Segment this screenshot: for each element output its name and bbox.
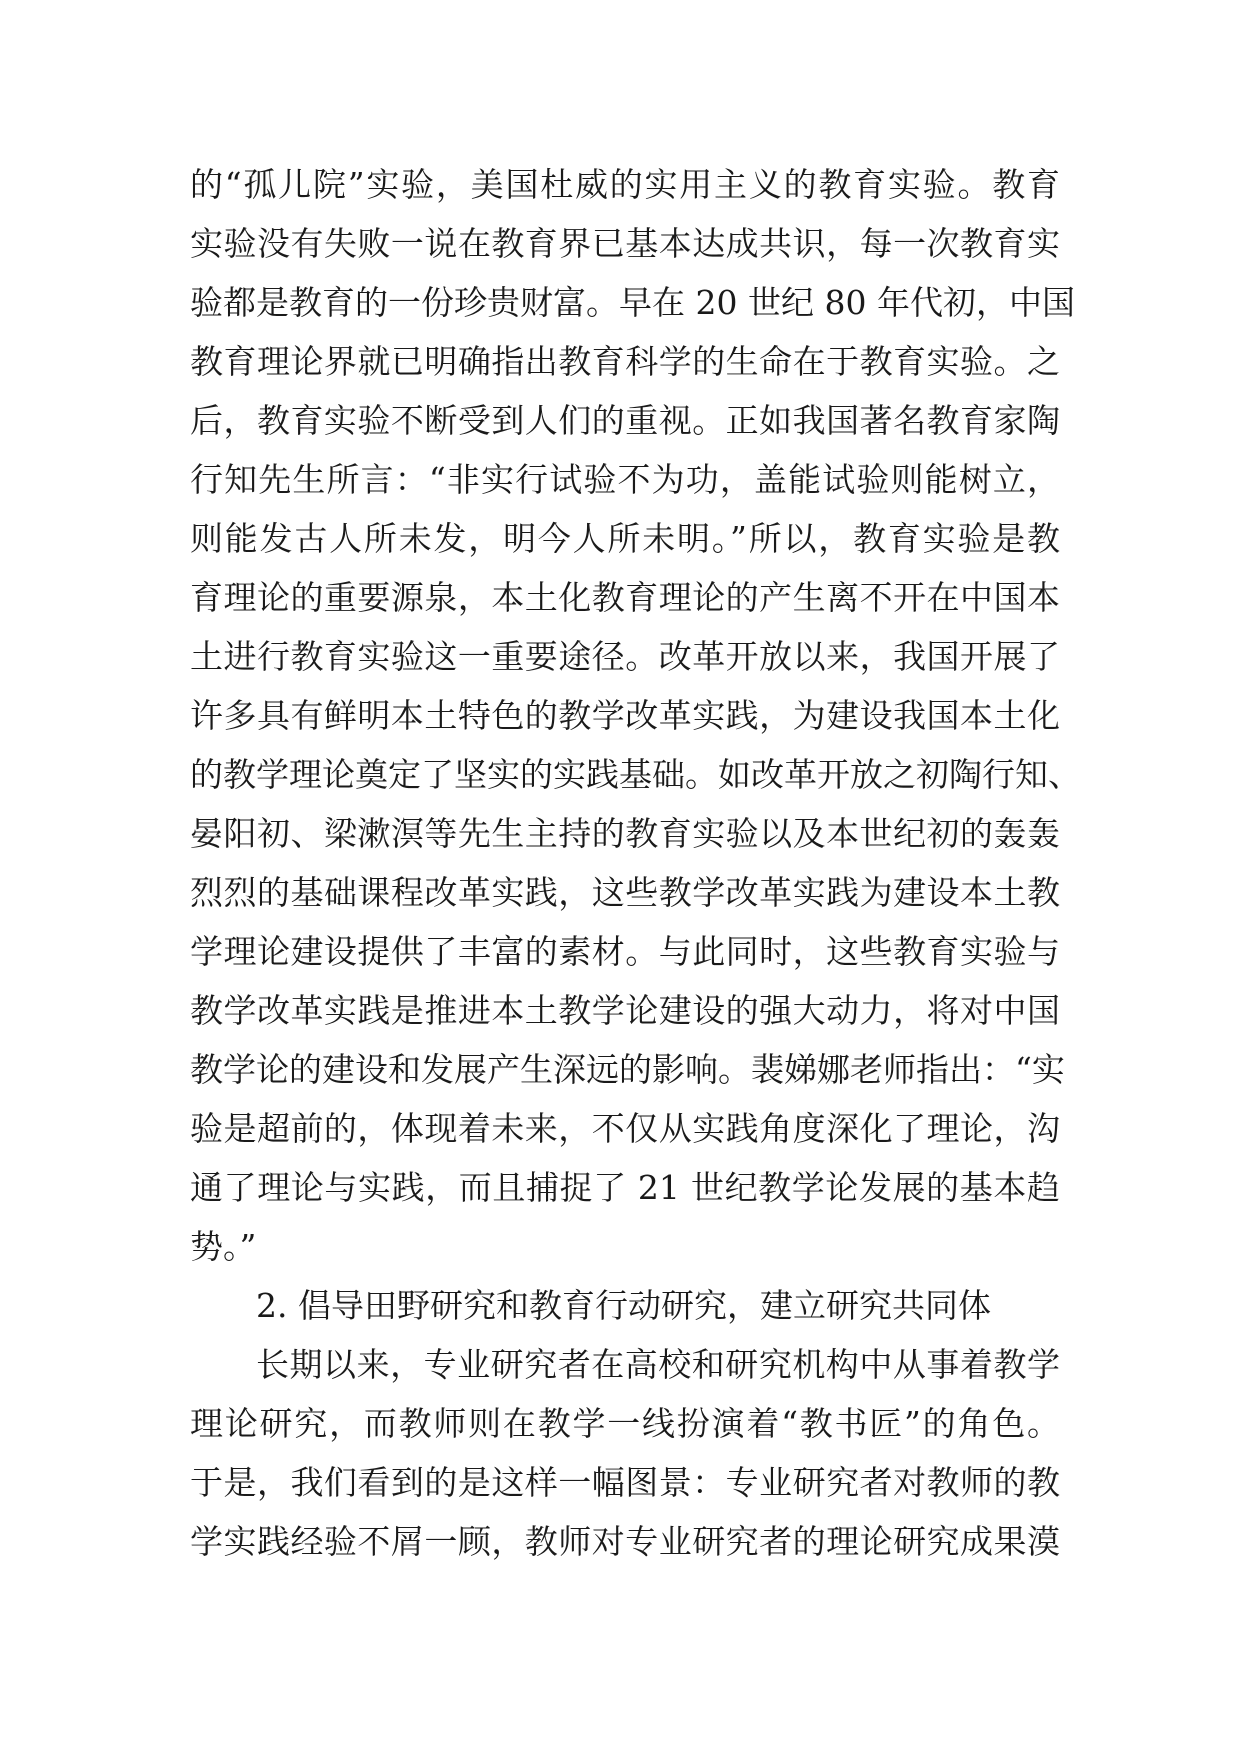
text-line: 学理论建设提供了丰富的素材。与此同时，这些教育实验与: [190, 932, 1060, 971]
text-line: 后，教育实验不断受到人们的重视。正如我国著名教育家陶: [190, 401, 1060, 440]
text-line: 的“孤儿院”实验，美国杜威的实用主义的教育实验。教育: [190, 165, 1060, 204]
text-line: 的教学理论奠定了坚实的实践基础。如改革开放之初陶行知、: [190, 755, 1081, 794]
text-line: 于是，我们看到的是这样一幅图景：专业研究者对教师的教: [190, 1463, 1060, 1502]
text-line: 教学论的建设和发展产生深远的影响。裴娣娜老师指出：“实: [190, 1050, 1065, 1089]
paragraph-first-line: 长期以来，专业研究者在高校和研究机构中从事着教学: [256, 1345, 1060, 1384]
text-line: 育理论的重要源泉，本土化教育理论的产生离不开在中国本: [190, 578, 1060, 617]
text-line: 许多具有鲜明本土特色的教学改革实践，为建设我国本土化: [190, 696, 1060, 735]
text-line: 验是超前的，体现着未来，不仅从实践角度深化了理论，沟: [190, 1109, 1060, 1148]
text-line: 教学改革实践是推进本土教学论建设的强大动力，将对中国: [190, 991, 1060, 1030]
text-line: 则能发古人所未发，明今人所未明。”所以，教育实验是教: [190, 519, 1060, 558]
paragraph-end-line: 势。”: [190, 1227, 257, 1266]
text-line: 验都是教育的一份珍贵财富。早在 20 世纪 80 年代初，中国: [190, 283, 1075, 322]
text-line: 烈烈的基础课程改革实践，这些教学改革实践为建设本土教: [190, 873, 1060, 912]
text-line: 行知先生所言：“非实行试验不为功，盖能试验则能树立，: [190, 460, 1060, 499]
text-line: 实验没有失败一说在教育界已基本达成共识，每一次教育实: [190, 224, 1060, 263]
text-line: 土进行教育实验这一重要途径。改革开放以来，我国开展了: [190, 637, 1060, 676]
text-line: 晏阳初、梁漱溟等先生主持的教育实验以及本世纪初的轰轰: [190, 814, 1060, 853]
text-line: 通了理论与实践，而且捕捉了 21 世纪教学论发展的基本趋: [190, 1168, 1060, 1207]
text-line: 学实践经验不屑一顾，教师对专业研究者的理论研究成果漠: [190, 1522, 1060, 1561]
text-line: 教育理论界就已明确指出教育科学的生命在于教育实验。之: [190, 342, 1060, 381]
section-heading: 2. 倡导田野研究和教育行动研究，建立研究共同体: [256, 1286, 991, 1325]
text-line: 理论研究，而教师则在教学一线扮演着“教书匠”的角色。: [190, 1404, 1060, 1443]
body-text: [190, 155, 1081, 1571]
